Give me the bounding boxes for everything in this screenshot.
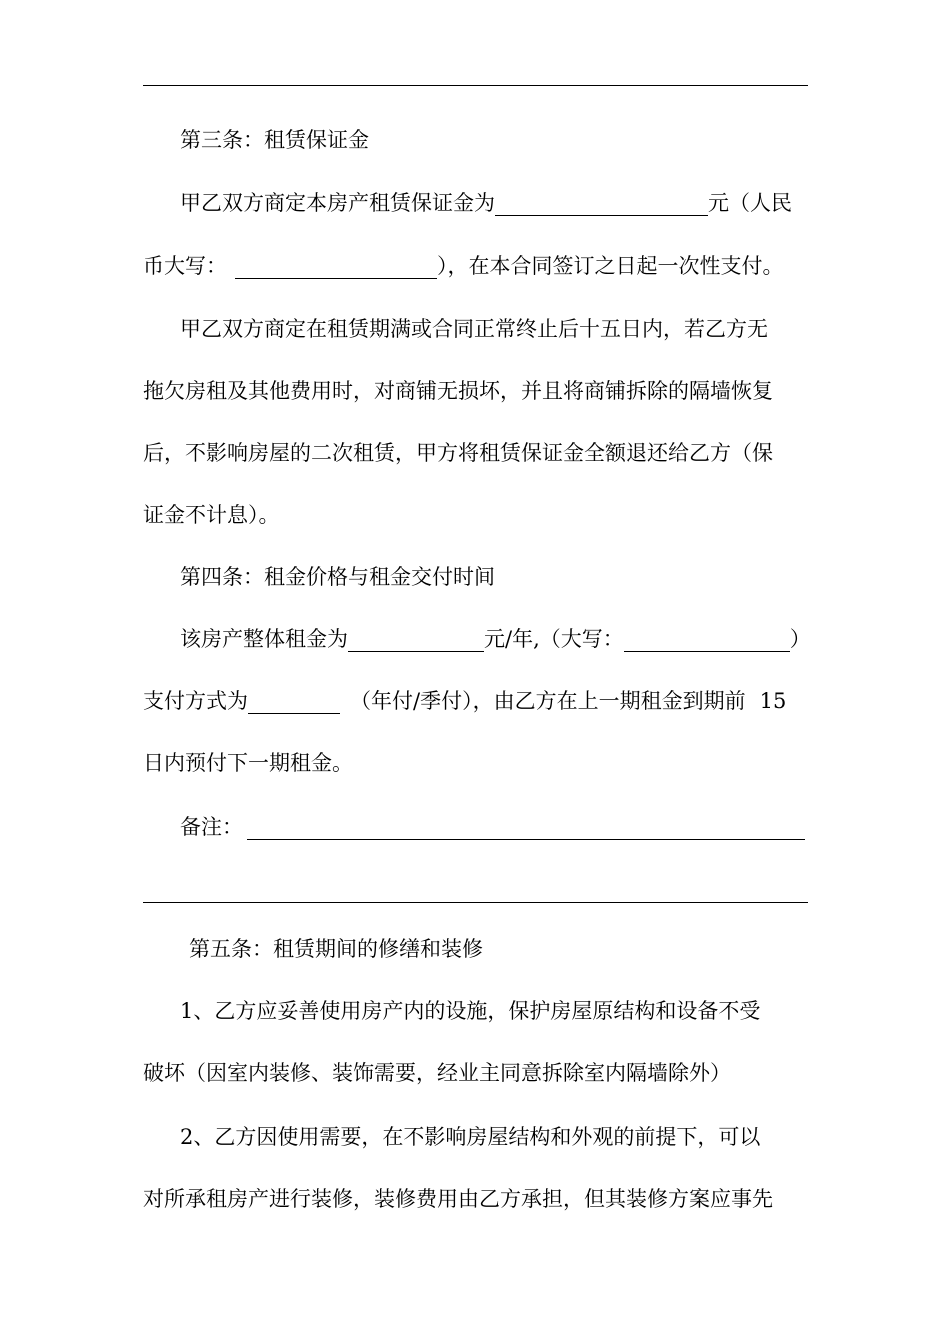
article3-refund-line1: 甲乙双方商定在租赁期满或合同正常终止后十五日内，若乙方无 — [180, 317, 768, 341]
article5-item2-line1: 2、乙方因使用需要，在不影响房屋结构和外观的前提下，可以 — [180, 1125, 761, 1149]
article4-remark-line — [180, 812, 805, 842]
article5-item1-line2: 破坏（因室内装修、装饰需要，经业主同意拆除室内隔墙除外） — [143, 1061, 731, 1085]
rent-uppercase-blank — [624, 629, 790, 652]
text: 元/年,（大写： — [484, 627, 624, 651]
text: ），在本合同签订之日起一次性支付。 — [437, 254, 784, 278]
number-days: 15 — [759, 689, 787, 713]
article5-heading: 第五条：租赁期间的修缮和装修 — [189, 937, 483, 961]
remark-label: 备注： — [180, 815, 243, 839]
rent-amount-blank — [348, 629, 484, 652]
text: （年付/季付），由乙方在上一期租金到期前 — [350, 689, 746, 713]
text: 支付方式为 — [143, 689, 248, 713]
text: 甲乙双方商定本房产租赁保证金为 — [180, 191, 495, 215]
text: 该房产整体租金为 — [180, 627, 348, 651]
text: 元（人民 — [708, 191, 792, 215]
payment-method-blank — [248, 691, 340, 714]
text: 币大写： — [143, 254, 227, 278]
article5-item1-line1: 1、乙方应妥善使用房产内的设施，保护房屋原结构和设备不受 — [180, 999, 761, 1023]
deposit-amount-blank — [495, 193, 708, 216]
mid-rule — [143, 902, 808, 903]
text: ） — [789, 627, 811, 651]
article4-payment-line1 — [143, 686, 786, 716]
article3-refund-line2: 拖欠房租及其他费用时，对商铺无损坏，并且将商铺拆除的隔墙恢复 — [143, 379, 773, 403]
article3-heading: 第三条：租赁保证金 — [180, 128, 369, 152]
article4-payment-line2: 日内预付下一期租金。 — [143, 751, 353, 775]
top-rule — [143, 85, 808, 86]
article4-rent-line — [180, 624, 811, 654]
article5-item2-line2: 对所承租房产进行装修，装修费用由乙方承担，但其装修方案应事先 — [143, 1187, 773, 1211]
article3-deposit-line1 — [180, 188, 792, 218]
article3-deposit-line2 — [143, 251, 784, 281]
article4-heading: 第四条：租金价格与租金交付时间 — [180, 565, 495, 589]
remark-blank — [247, 817, 805, 840]
article3-refund-line4: 证金不计息）。 — [143, 503, 280, 527]
article3-refund-line3: 后，不影响房屋的二次租赁，甲方将租赁保证金全额退还给乙方（保 — [143, 441, 773, 465]
deposit-uppercase-blank — [235, 256, 437, 279]
